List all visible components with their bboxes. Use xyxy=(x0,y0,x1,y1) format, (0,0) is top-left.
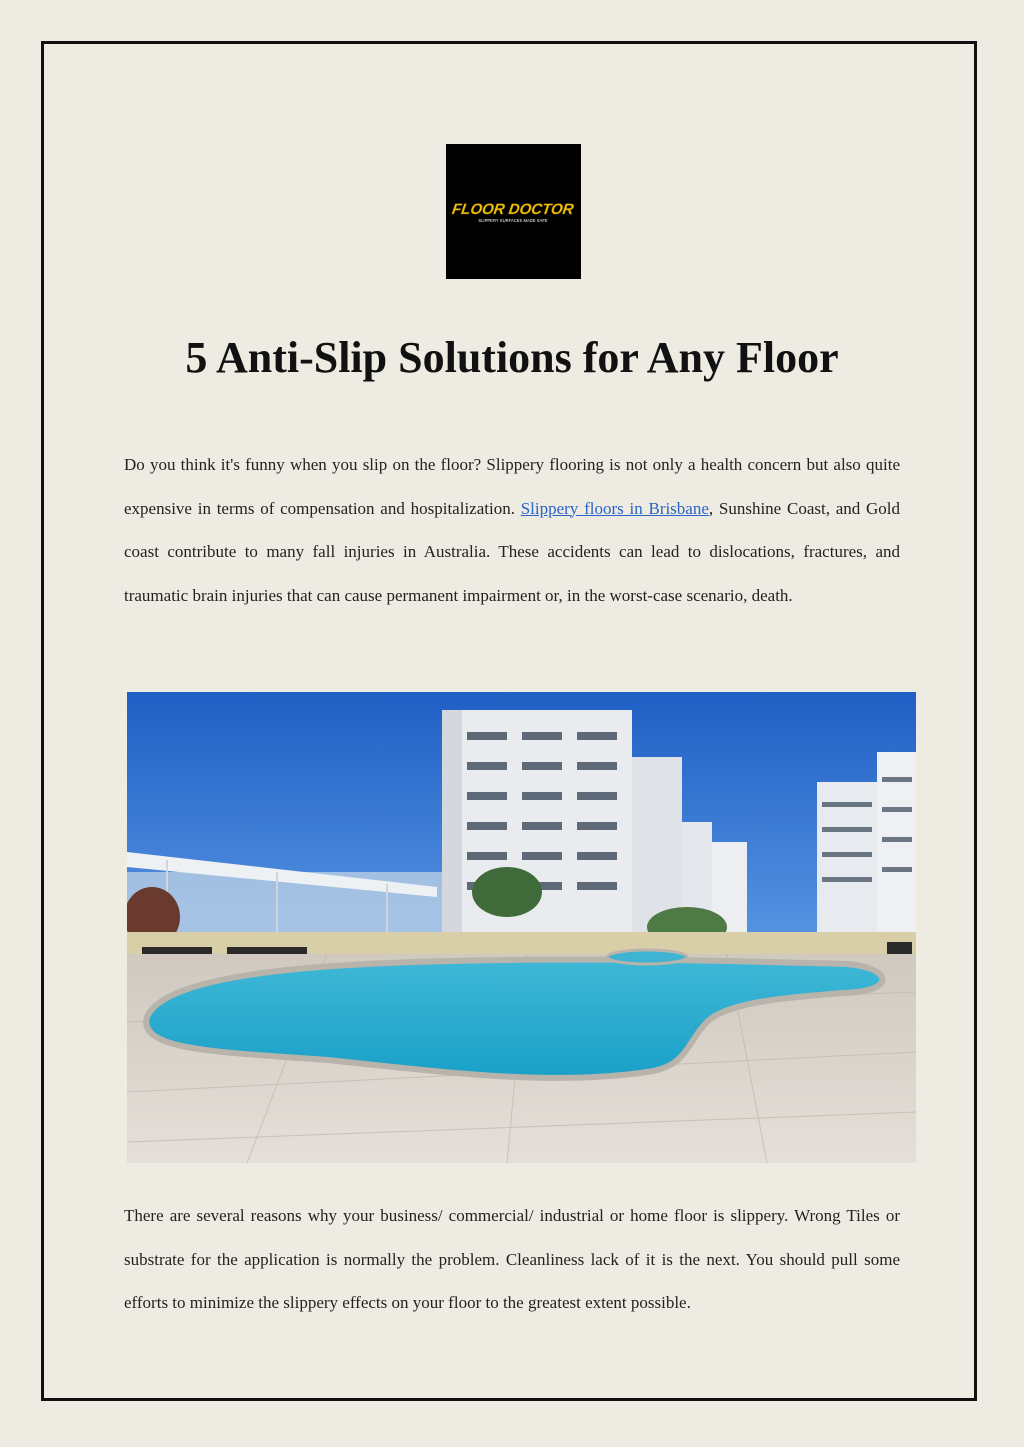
slippery-floors-brisbane-link[interactable]: Slippery floors in Brisbane xyxy=(520,498,709,518)
pool-photo xyxy=(127,692,916,1163)
page-title: 5 Anti-Slip Solutions for Any Floor xyxy=(185,333,839,382)
intro-text-end: , Sunshine Coast, and Gold coast contribute to many fall injuries in Australia. These accidents can lead to dislocations, fractures, and traumatic brain injuries that can cause permanent impairment or, in the worst-case scenario, death. xyxy=(124,498,901,605)
floor-doctor-logo xyxy=(446,144,581,279)
intro-paragraph xyxy=(124,443,900,617)
body-paragraph: There are several reasons why your business/ commercial/ industrial or home floor is slippery. Wrong Tiles or substrate for the application is normally the problem. Cleanliness lack of it is the next. You should pull some efforts to minimize the slippery effects on your floor to the greatest extent possible. xyxy=(124,1206,900,1312)
logo-tagline: SLIPPERY SURFACES MADE SAFE xyxy=(478,218,548,223)
intro-text-start: Do you think it's funny when you slip on the floor? Slippery flooring is not only a health concern but also quite expensive in terms of compensation and hospitalization. xyxy=(124,455,900,518)
logo-brand: FLOOR DOCTOR xyxy=(450,201,575,218)
